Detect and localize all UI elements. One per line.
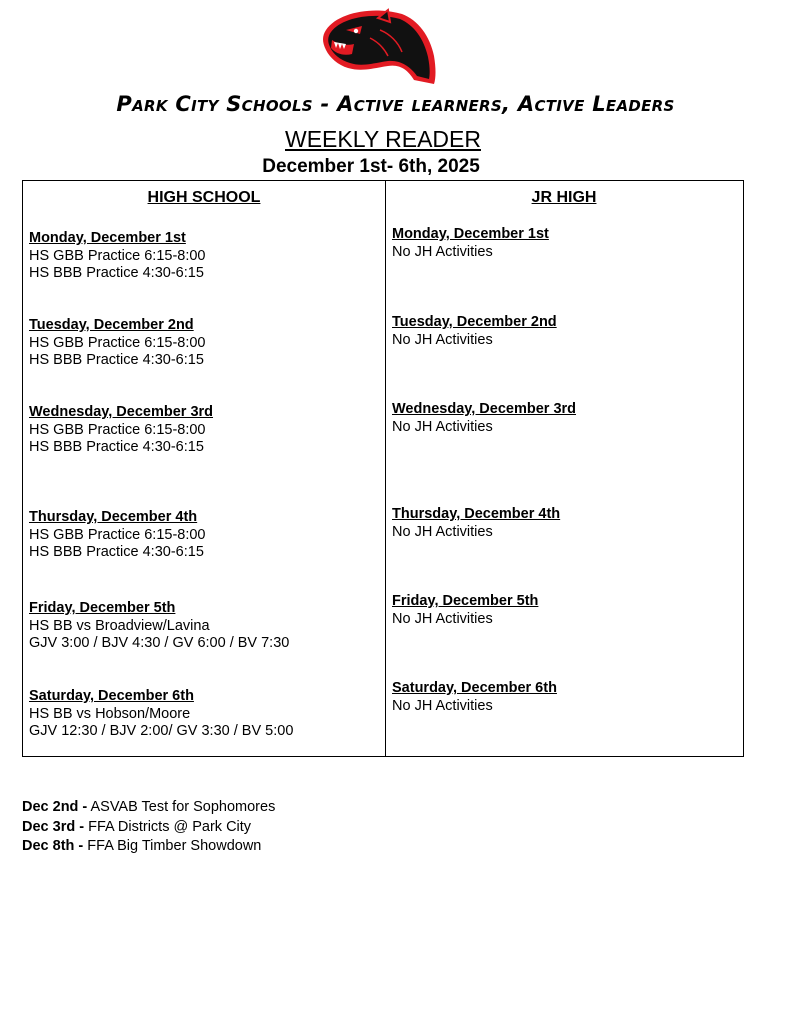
day-title: Tuesday, December 2nd xyxy=(392,314,557,330)
day-line: HS BBB Practice 4:30-6:15 xyxy=(29,265,204,281)
notes-list xyxy=(22,798,275,857)
day-line: GJV 12:30 / BJV 2:00/ GV 3:30 / BV 5:00 xyxy=(29,723,294,739)
hs-day-saturday xyxy=(29,688,293,741)
day-line: HS GBB Practice 6:15-8:00 xyxy=(29,526,206,543)
jh-day-tuesday xyxy=(392,314,557,349)
day-title: Thursday, December 4th xyxy=(29,509,198,525)
note-item xyxy=(22,818,275,838)
day-title: Saturday, December 6th xyxy=(29,688,194,704)
day-line: GJV 3:00 / BJV 4:30 / GV 6:00 / BV 7:30 xyxy=(29,635,290,651)
day-title: Tuesday, December 2nd xyxy=(29,317,194,333)
hs-day-thursday xyxy=(29,509,206,562)
date-range: December 1st- 6th, 2025 xyxy=(262,156,480,177)
day-title: Saturday, December 6th xyxy=(392,680,557,696)
day-title: Monday, December 1st xyxy=(392,226,549,242)
high-school-column xyxy=(23,181,386,756)
note-date: Dec 8th - xyxy=(22,838,84,854)
jr-high-column xyxy=(385,181,743,756)
note-item xyxy=(22,837,275,857)
note-text: FFA Districts @ Park City xyxy=(84,818,252,835)
day-line: No JH Activities xyxy=(392,243,493,260)
day-title: Thursday, December 4th xyxy=(392,506,561,522)
note-item xyxy=(22,798,275,818)
jh-day-monday xyxy=(392,226,549,261)
day-line: HS BBB Practice 4:30-6:15 xyxy=(29,544,204,560)
day-line: HS GBB Practice 6:15-8:00 xyxy=(29,334,206,351)
schedule-table xyxy=(22,180,744,757)
jr-high-header: JR HIGH xyxy=(531,189,597,206)
school-motto: Park City Schools - Active learners, Active Leaders xyxy=(116,92,675,116)
panther-logo-icon xyxy=(318,8,440,84)
day-line: No JH Activities xyxy=(392,523,493,540)
hs-day-tuesday xyxy=(29,317,206,370)
day-title: Friday, December 5th xyxy=(29,600,176,616)
day-line: HS GBB Practice 6:15-8:00 xyxy=(29,421,206,438)
day-line: No JH Activities xyxy=(392,697,493,714)
note-date: Dec 2nd - xyxy=(22,799,88,815)
hs-day-wednesday xyxy=(29,404,213,457)
day-line: No JH Activities xyxy=(392,610,493,627)
jh-day-friday xyxy=(392,593,538,628)
day-title: Friday, December 5th xyxy=(392,593,539,609)
day-line: HS BBB Practice 4:30-6:15 xyxy=(29,352,204,368)
page-title: WEEKLY READER xyxy=(285,126,481,152)
high-school-header: HIGH SCHOOL xyxy=(147,189,261,206)
note-date: Dec 3rd - xyxy=(22,818,85,835)
jh-day-saturday xyxy=(392,680,557,715)
note-text: ASVAB Test for Sophomores xyxy=(87,799,276,815)
day-title: Wednesday, December 3rd xyxy=(392,401,577,417)
day-line: HS GBB Practice 6:15-8:00 xyxy=(29,247,206,264)
jh-day-thursday xyxy=(392,506,560,541)
hs-day-friday xyxy=(29,600,289,653)
day-title: Monday, December 1st xyxy=(29,230,186,246)
day-line: No JH Activities xyxy=(392,331,493,348)
jh-day-wednesday xyxy=(392,401,576,436)
day-line: No JH Activities xyxy=(392,418,493,435)
day-title: Wednesday, December 3rd xyxy=(29,404,214,420)
hs-day-monday xyxy=(29,230,206,283)
day-line: HS BBB Practice 4:30-6:15 xyxy=(29,439,204,455)
day-line: HS BB vs Broadview/Lavina xyxy=(29,617,210,634)
day-line: HS BB vs Hobson/Moore xyxy=(29,705,191,722)
note-text: FFA Big Timber Showdown xyxy=(83,838,262,854)
